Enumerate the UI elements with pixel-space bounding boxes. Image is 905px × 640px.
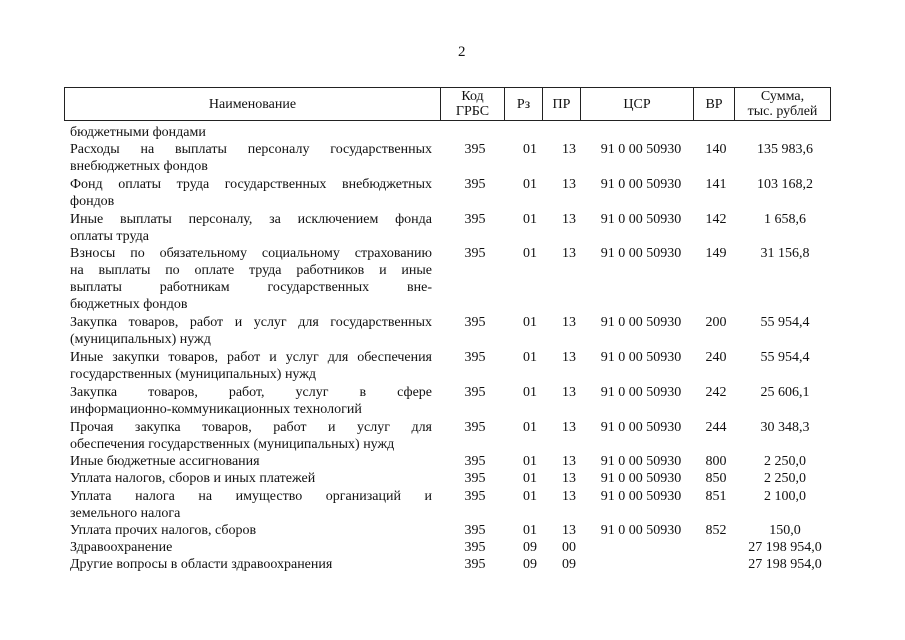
row-rz: 01	[523, 385, 537, 400]
header-grbs-line2: ГРБС	[455, 104, 490, 119]
row-name-line: бюджетных фондов	[70, 297, 188, 312]
row-vr: 200	[705, 315, 727, 330]
row-name-line: Уплата прочих налогов, сборов	[70, 523, 257, 538]
row-sum: 2 250,0	[764, 454, 806, 469]
row-name-line: Закупка товаров, работ и услуг для государственных	[70, 315, 432, 330]
row-grbs: 395	[464, 454, 486, 469]
row-sum: 135 983,6	[757, 142, 813, 157]
row-name-line: государственных (муниципальных) нужд	[70, 367, 317, 382]
row-csr: 91 0 00 50930	[600, 212, 682, 227]
row-rz: 01	[523, 471, 537, 486]
row-vr: 851	[705, 489, 727, 504]
row-pr: 13	[562, 489, 576, 504]
row-pr: 13	[562, 471, 576, 486]
row-rz: 01	[523, 212, 537, 227]
header-name: Наименование	[65, 88, 441, 120]
row-pr: 13	[562, 315, 576, 330]
row-pr: 13	[562, 523, 576, 538]
row-name-line: Здравоохранение	[70, 540, 173, 555]
row-name-line: информационно-коммуникационных технологий	[70, 402, 362, 417]
row-sum: 103 168,2	[757, 177, 813, 192]
header-sum	[735, 88, 830, 120]
row-pr: 13	[562, 385, 576, 400]
row-name	[70, 176, 432, 210]
row-sum: 150,0	[769, 523, 801, 538]
row-name	[70, 124, 432, 141]
row-grbs: 395	[464, 246, 486, 261]
row-vr: 140	[705, 142, 727, 157]
row-grbs: 395	[464, 420, 486, 435]
row-name-line: Иные выплаты персоналу, за исключением фонда	[70, 212, 432, 227]
row-sum: 55 954,4	[760, 315, 810, 330]
row-csr: 91 0 00 50930	[600, 454, 682, 469]
row-name-line: Уплата налога на имущество организаций и	[70, 489, 432, 504]
row-name-line: бюджетными фондами	[70, 125, 206, 140]
row-grbs: 395	[464, 557, 486, 572]
row-pr: 00	[562, 540, 576, 555]
table-header	[64, 87, 831, 121]
header-vr: ВР	[694, 88, 735, 120]
row-name	[70, 211, 432, 245]
row-sum: 55 954,4	[760, 350, 810, 365]
header-grbs	[441, 88, 505, 120]
row-grbs: 395	[464, 350, 486, 365]
row-rz: 01	[523, 177, 537, 192]
row-csr: 91 0 00 50930	[600, 177, 682, 192]
row-name-line: (муниципальных) нужд	[70, 332, 211, 347]
row-csr: 91 0 00 50930	[600, 385, 682, 400]
row-name-line: выплаты работникам государственных вне-	[70, 280, 432, 295]
row-vr: 149	[705, 246, 727, 261]
row-name-line: внебюджетных фондов	[70, 159, 208, 174]
row-grbs: 395	[464, 523, 486, 538]
header-sum-line2: тыс. рублей	[747, 104, 818, 119]
row-name-line: Фонд оплаты труда государственных внебюджетных	[70, 177, 432, 192]
row-grbs: 395	[464, 177, 486, 192]
row-sum: 25 606,1	[760, 385, 810, 400]
row-csr: 91 0 00 50930	[600, 350, 682, 365]
row-sum: 2 250,0	[764, 471, 806, 486]
row-rz: 09	[523, 557, 537, 572]
row-csr: 91 0 00 50930	[600, 246, 682, 261]
row-vr: 850	[705, 471, 727, 486]
row-sum: 27 198 954,0	[748, 540, 822, 555]
row-name	[70, 488, 432, 522]
header-grbs-line1: Код	[461, 89, 484, 104]
row-sum: 31 156,8	[760, 246, 810, 261]
row-csr: 91 0 00 50930	[600, 315, 682, 330]
row-name	[70, 556, 432, 573]
row-name	[70, 453, 432, 470]
row-rz: 01	[523, 454, 537, 469]
row-name	[70, 349, 432, 383]
row-vr: 240	[705, 350, 727, 365]
row-rz: 09	[523, 540, 537, 555]
row-name	[70, 141, 432, 175]
row-grbs: 395	[464, 385, 486, 400]
row-pr: 09	[562, 557, 576, 572]
row-csr: 91 0 00 50930	[600, 471, 682, 486]
row-grbs: 395	[464, 212, 486, 227]
header-rz: Рз	[505, 88, 543, 120]
row-pr: 13	[562, 212, 576, 227]
row-vr: 852	[705, 523, 727, 538]
row-name-line: на выплаты по оплате труда работников и иные	[70, 263, 432, 278]
row-name-line: Другие вопросы в области здравоохранения	[70, 557, 333, 572]
row-grbs: 395	[464, 471, 486, 486]
row-name-line: земельного налога	[70, 506, 181, 521]
row-name	[70, 384, 432, 418]
row-csr: 91 0 00 50930	[600, 489, 682, 504]
row-rz: 01	[523, 246, 537, 261]
row-rz: 01	[523, 315, 537, 330]
row-vr: 800	[705, 454, 727, 469]
row-vr: 142	[705, 212, 727, 227]
row-name	[70, 419, 432, 453]
row-pr: 13	[562, 420, 576, 435]
page-number: 2	[458, 44, 466, 60]
row-sum: 30 348,3	[760, 420, 810, 435]
row-vr: 244	[705, 420, 727, 435]
row-sum: 2 100,0	[764, 489, 806, 504]
row-grbs: 395	[464, 142, 486, 157]
row-grbs: 395	[464, 540, 486, 555]
row-pr: 13	[562, 246, 576, 261]
row-grbs: 395	[464, 489, 486, 504]
row-name-line: Прочая закупка товаров, работ и услуг для	[70, 420, 432, 435]
row-csr: 91 0 00 50930	[600, 420, 682, 435]
header-pr: ПР	[543, 88, 581, 120]
row-name-line: Взносы по обязательному социальному страхованию	[70, 246, 432, 261]
row-pr: 13	[562, 142, 576, 157]
row-name-line: Расходы на выплаты персоналу государственных	[70, 142, 432, 157]
row-name-line: Закупка товаров, работ, услуг в сфере	[70, 385, 432, 400]
row-name-line: Иные бюджетные ассигнования	[70, 454, 260, 469]
row-sum: 1 658,6	[764, 212, 806, 227]
row-rz: 01	[523, 523, 537, 538]
row-rz: 01	[523, 420, 537, 435]
row-vr: 141	[705, 177, 727, 192]
row-sum: 27 198 954,0	[748, 557, 822, 572]
row-name-line: фондов	[70, 194, 115, 209]
row-rz: 01	[523, 489, 537, 504]
row-grbs: 395	[464, 315, 486, 330]
row-vr: 242	[705, 385, 727, 400]
row-name	[70, 522, 432, 539]
row-name-line: Иные закупки товаров, работ и услуг для обеспечения	[70, 350, 432, 365]
row-name	[70, 314, 432, 348]
row-name-line: обеспечения государственных (муниципальных) нужд	[70, 437, 395, 452]
row-csr: 91 0 00 50930	[600, 142, 682, 157]
row-name	[70, 245, 432, 313]
row-name	[70, 470, 432, 487]
row-rz: 01	[523, 350, 537, 365]
row-name	[70, 539, 432, 556]
row-pr: 13	[562, 350, 576, 365]
header-csr: ЦСР	[581, 88, 694, 120]
row-pr: 13	[562, 454, 576, 469]
row-name-line: оплаты труда	[70, 229, 149, 244]
row-rz: 01	[523, 142, 537, 157]
row-csr: 91 0 00 50930	[600, 523, 682, 538]
header-sum-line1: Сумма,	[760, 89, 805, 104]
row-pr: 13	[562, 177, 576, 192]
row-name-line: Уплата налогов, сборов и иных платежей	[70, 471, 316, 486]
